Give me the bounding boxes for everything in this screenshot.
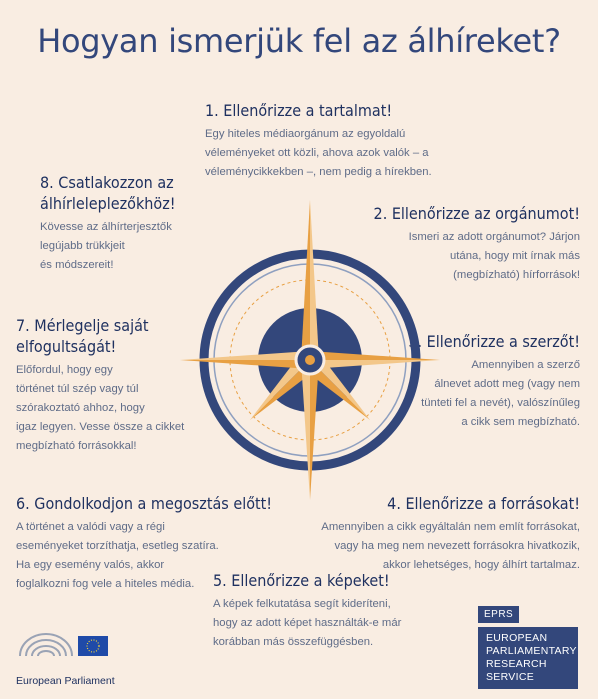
- tip-7-line-4: igaz legyen. Vesse össze a cikket: [16, 421, 185, 433]
- tip-1-line-2: véleményeket ott közli, ahova azok valók – a: [205, 147, 429, 159]
- tip-8-line-2: legújabb trükkjeit: [40, 240, 125, 252]
- tip-7: [16, 315, 184, 456]
- tip-1-line-3: véleménycikkekben –, nem pedig a hírekben.: [205, 166, 432, 178]
- tip-7-heading-1: 7. Mérlegelje saját: [16, 316, 149, 335]
- eprs-name: [478, 627, 578, 689]
- tip-5-line-3: korábban más összefüggésben.: [213, 636, 374, 648]
- tip-3-line-3: tünteti fel a nevét), valószínűleg: [421, 397, 580, 409]
- tip-7-line-3: szórakoztató ahhoz, hogy: [16, 402, 145, 414]
- tip-6-line-4: foglalkozni fog vele a hiteles média.: [16, 578, 195, 590]
- tip-6: [16, 493, 272, 594]
- tip-1: [205, 100, 432, 182]
- tip-6-line-1: A történet a valódi vagy a régi: [16, 521, 165, 533]
- compass-point-w: [180, 351, 310, 360]
- tip-2-line-2: utána, hogy mit írnak más: [450, 250, 580, 262]
- tip-8-heading-1: 8. Csatlakozzon az: [40, 173, 174, 192]
- tip-8-line-3: és módszereit!: [40, 259, 114, 271]
- tip-3-line-2: álnevet adott meg (vagy nem: [434, 378, 580, 390]
- tip-6-heading: 6. Gondolkodjon a megosztás előtt!: [16, 494, 273, 513]
- eu-flag-icon: [78, 636, 108, 656]
- eprs-line-3: RESEARCH: [486, 658, 547, 670]
- tip-8-heading-2: álhírleleplezőkhöz!: [40, 194, 176, 213]
- eprs-tag: EPRS: [478, 606, 519, 623]
- tip-4-heading: 4. Ellenőrizze a forrásokat!: [387, 494, 580, 513]
- tip-4-line-1: Amennyiben a cikk egyáltalán nem említ forrásokat,: [321, 521, 580, 533]
- tip-2-heading: 2. Ellenőrizze az orgánumot!: [373, 204, 580, 223]
- tip-2-line-1: Ismeri az adott orgánumot? Járjon: [408, 231, 580, 243]
- tip-7-line-2: történet túl szép vagy túl: [16, 383, 139, 395]
- european-parliament-logo: [16, 618, 112, 672]
- tip-2-line-3: (megbízható) hírforrások!: [453, 269, 580, 281]
- tip-3-line-1: Amennyiben a szerző: [471, 359, 580, 371]
- eprs-line-4: SERVICE: [486, 671, 535, 683]
- tip-7-heading-2: elfogultságát!: [16, 337, 117, 356]
- eprs-line-1: EUROPEAN: [486, 632, 548, 644]
- tip-8-line-1: Kövesse az álhírterjesztők: [40, 221, 172, 233]
- european-parliament-label: European Parliament: [16, 675, 115, 687]
- tip-7-line-1: Előfordul, hogy egy: [16, 364, 113, 376]
- tip-1-heading: 1. Ellenőrizze a tartalmat!: [205, 101, 393, 120]
- tip-8: [40, 172, 176, 275]
- eprs-logo: [478, 604, 578, 689]
- tip-6-line-3: Ha egy esemény valós, akkor: [16, 559, 165, 571]
- tip-5-line-2: hogy az adott képet használták-e már: [213, 617, 402, 629]
- tip-1-line-1: Egy hiteles médiaorgánum az egyoldalú: [205, 128, 406, 140]
- tip-3-heading: 3. Ellenőrizze a szerzőt!: [408, 332, 580, 351]
- eprs-line-2: PARLIAMENTARY: [486, 645, 577, 657]
- tip-7-line-5: megbízható forrásokkal!: [16, 440, 137, 452]
- tip-4-line-3: akkor lehetséges, hogy álhírt tartalmaz.: [382, 559, 580, 571]
- tip-5-heading: 5. Ellenőrizze a képeket!: [213, 571, 390, 590]
- page-title: Hogyan ismerjük fel az álhíreket?: [37, 22, 561, 60]
- tip-3-line-4: a cikk sem megbízható.: [461, 416, 580, 428]
- tip-6-line-2: eseményeket torzíthatja, esetleg szatíra.: [16, 540, 219, 552]
- tip-4: [321, 493, 580, 575]
- compass-illustration: [180, 200, 440, 500]
- tip-5-line-1: A képek felkutatása segít kideríteni,: [213, 598, 391, 610]
- compass-point-s: [301, 360, 310, 500]
- compass-point-e: [310, 351, 440, 360]
- tip-4-line-2: vagy ha meg nem nevezett forrásokra hivatkozik,: [334, 540, 580, 552]
